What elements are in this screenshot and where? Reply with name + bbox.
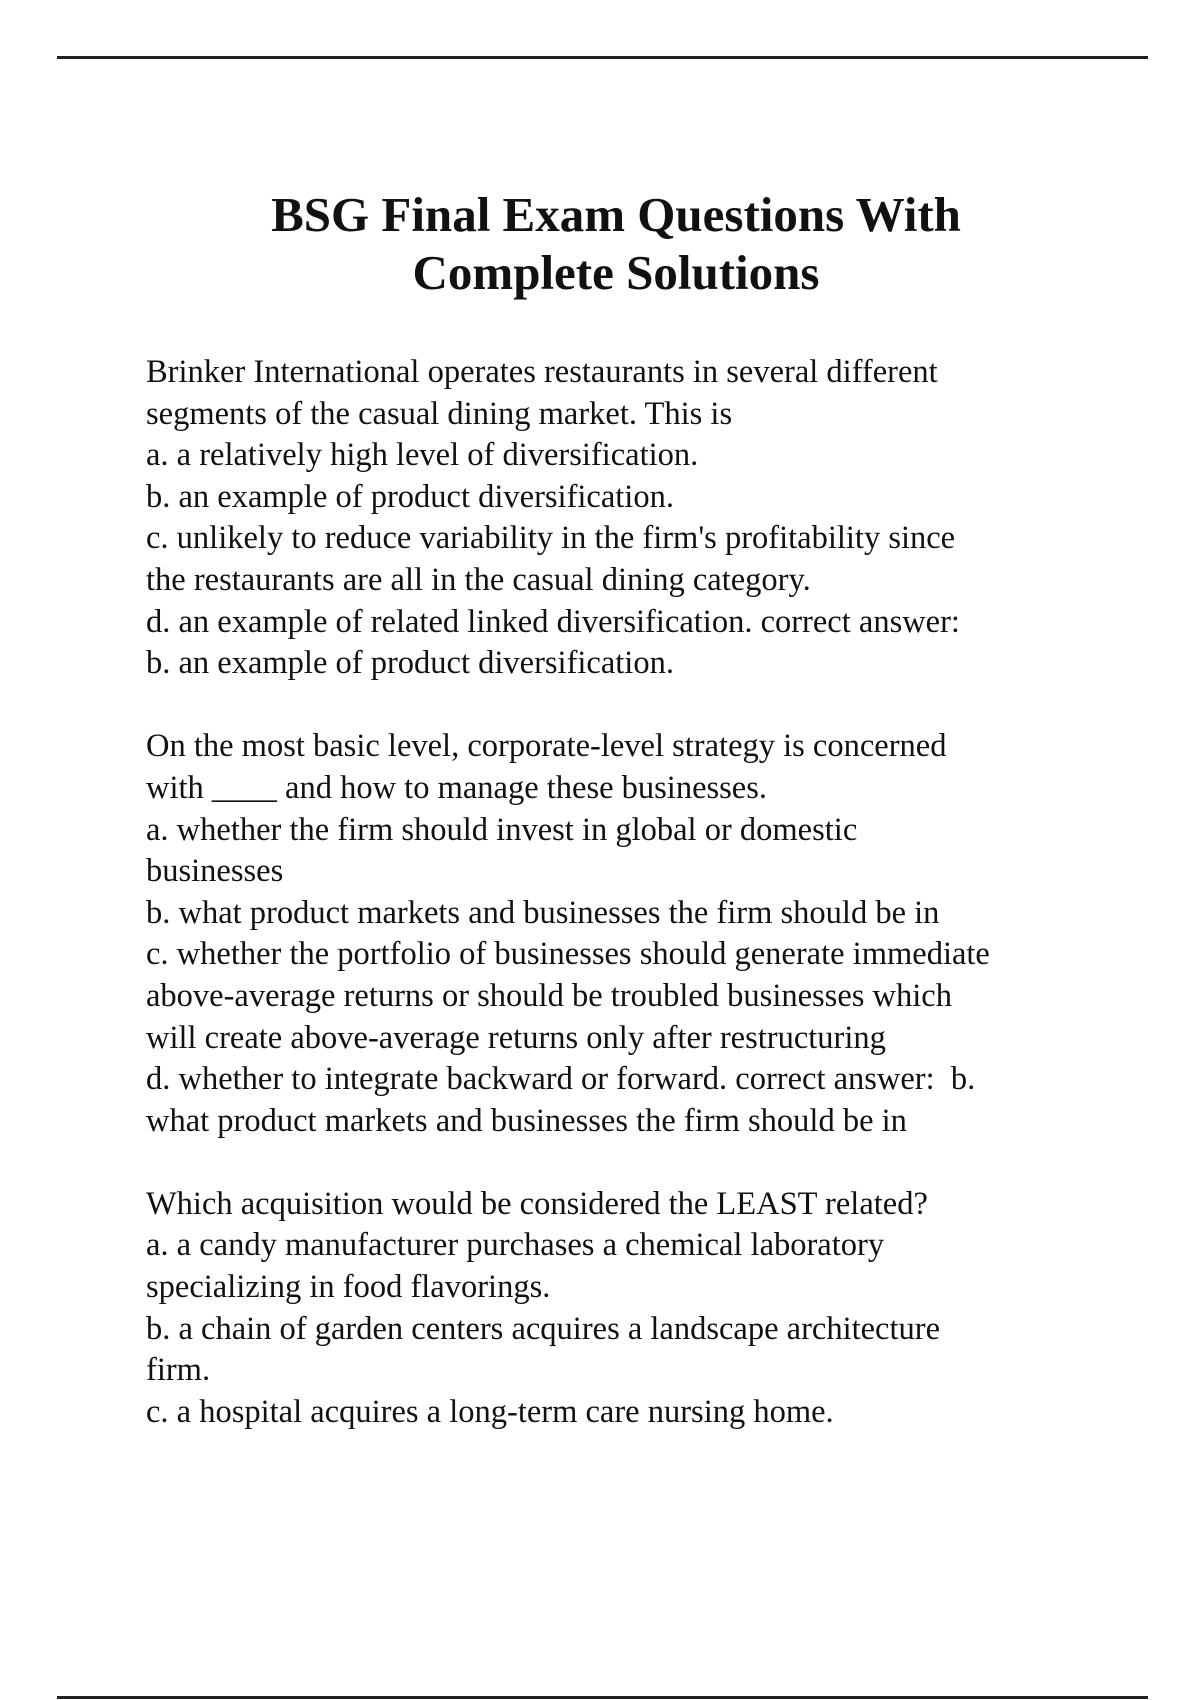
footer-rule xyxy=(57,1696,1148,1699)
option-a: a. a relatively high level of diversification. xyxy=(146,437,699,474)
option-c-cont: will create above-average returns only after restructuring xyxy=(146,1019,886,1056)
option-d: d. an example of related linked diversification. correct answer: xyxy=(146,603,960,640)
option-b: b. a chain of garden centers acquires a landscape architecture xyxy=(146,1310,941,1347)
option-c: c. a hospital acquires a long-term care nursing home. xyxy=(146,1393,834,1430)
option-c-cont: above-average returns or should be troubled businesses which xyxy=(146,977,952,1014)
document-body xyxy=(146,352,1106,1475)
option-c: c. unlikely to reduce variability in the firm's profitability since xyxy=(146,520,956,557)
header-rule xyxy=(57,56,1148,59)
option-b-cont: firm. xyxy=(146,1352,211,1389)
question-1 xyxy=(146,352,1106,685)
option-a-cont: businesses xyxy=(146,853,284,890)
document-title xyxy=(0,186,1200,302)
correct-answer: b. an example of product diversification. xyxy=(146,645,674,682)
question-1-line: Brinker International operates restaurants in several different xyxy=(146,354,938,390)
option-a-cont: specializing in food flavorings. xyxy=(146,1269,551,1306)
title-line-1: BSG Final Exam Questions With xyxy=(271,187,961,242)
question-3 xyxy=(146,1184,1106,1434)
title-line-2: Complete Solutions xyxy=(412,245,820,300)
option-a: a. whether the firm should invest in global or domestic xyxy=(146,811,858,848)
option-b: b. what product markets and businesses the firm should be in xyxy=(146,894,940,931)
question-3-line: Which acquisition would be considered the LEAST related? xyxy=(146,1185,928,1222)
question-2 xyxy=(146,726,1106,1142)
question-2-line: On the most basic level, corporate-level strategy is concerned xyxy=(146,728,947,765)
option-c: c. whether the portfolio of businesses should generate immediate xyxy=(146,936,990,973)
option-a: a. a candy manufacturer purchases a chemical laboratory xyxy=(146,1227,885,1264)
question-1-line: segments of the casual dining market. This is xyxy=(146,395,733,432)
option-b: b. an example of product diversification. xyxy=(146,478,674,515)
question-2-line: with ____ and how to manage these businesses. xyxy=(146,769,768,806)
option-d: d. whether to integrate backward or forward. correct answer: b. xyxy=(146,1061,976,1098)
correct-answer: what product markets and businesses the firm should be in xyxy=(146,1102,907,1139)
option-c-cont: the restaurants are all in the casual dining category. xyxy=(146,561,811,598)
